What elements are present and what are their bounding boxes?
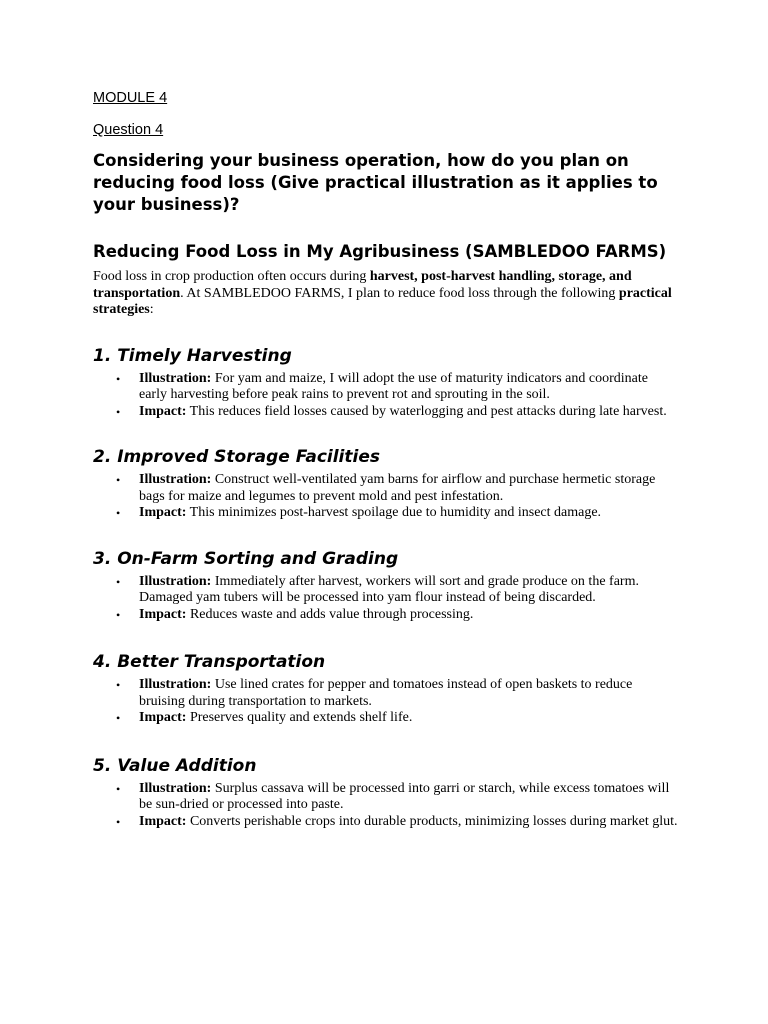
intro-text-1: Food loss in crop production often occurs during <box>93 269 370 284</box>
illustration-text: Surplus cassava will be processed into garri or starch, while excess tomatoes will be sun-dried or processed into paste. <box>139 780 670 812</box>
illustration-label: Illustration: <box>139 573 212 589</box>
impact-item <box>116 710 678 727</box>
intro-text-2: . At SAMBLEDOO FARMS, I plan to reduce food loss through the following <box>180 285 619 301</box>
illustration-label: Illustration: <box>139 370 212 386</box>
illustration-text: Immediately after harvest, workers will sort and grade produce on the farm. Damaged yam tubers will be processed into yam flour instead of being discarded. <box>139 573 639 605</box>
strategy-value-addition <box>93 755 678 831</box>
impact-item <box>116 606 678 624</box>
illustration-item <box>116 472 678 505</box>
bullet-icon: • <box>116 781 121 796</box>
strategy-title: 4. Better Transportation <box>93 652 326 672</box>
bullet-icon: • <box>116 607 121 622</box>
strategy-sorting-grading <box>93 548 678 624</box>
illustration-text: Construct well-ventilated yam barns for airflow and purchase hermetic storage bags for maize and legumes to prevent mold and pest infestation. <box>139 472 656 504</box>
impact-label: Impact: <box>139 813 187 829</box>
strategy-bullet-list <box>93 574 678 624</box>
bullet-icon: • <box>116 678 121 692</box>
impact-text: Converts perishable crops into durable products, minimizing losses during market glut. <box>186 813 678 829</box>
impact-label: Impact: <box>139 403 187 419</box>
intro-bold-1: harvest, post-harvest handling, storage, and transportation <box>93 269 632 301</box>
impact-text: This minimizes post-harvest spoilage due to humidity and insect damage. <box>186 505 602 520</box>
impact-text: Preserves quality and extends shelf life. <box>186 710 413 725</box>
illustration-item <box>116 780 678 814</box>
bullet-icon: • <box>116 506 121 520</box>
strategy-title: 1. Timely Harvesting <box>93 345 292 366</box>
bullet-icon: • <box>116 404 121 419</box>
illustration-text: For yam and maize, I will adopt the use of maturity indicators and coordinate early harvesting before peak rains to prevent rot and sprouting in the soil. <box>139 370 648 402</box>
strategy-improved-storage <box>93 446 678 522</box>
bullet-icon: • <box>116 711 121 725</box>
document-content <box>93 88 678 830</box>
question-label: Question 4 <box>93 122 164 138</box>
illustration-item <box>116 370 678 404</box>
module-label: MODULE 4 <box>93 90 168 106</box>
impact-item <box>116 813 678 831</box>
impact-label: Impact: <box>139 710 187 725</box>
illustration-label: Illustration: <box>139 780 212 796</box>
impact-text: Reduces waste and adds value through processing. <box>186 606 474 622</box>
impact-label: Impact: <box>139 505 187 520</box>
bullet-icon: • <box>116 473 121 487</box>
question-text: Considering your business operation, how do you plan on reducing food loss (Give practical illustration as it applies to your business)? <box>93 151 658 214</box>
bullet-icon: • <box>116 574 121 589</box>
strategy-timely-harvesting <box>93 345 678 421</box>
intro-bold-2: practical strategies <box>93 285 672 317</box>
section-title: Reducing Food Loss in My Agribusiness (SAMBLEDOO FARMS) <box>93 242 667 261</box>
strategy-title: 3. On-Farm Sorting and Grading <box>93 548 399 569</box>
strategy-bullet-list <box>93 371 678 421</box>
strategy-title: 5. Value Addition <box>93 755 257 776</box>
strategy-bullet-list <box>93 781 678 831</box>
impact-text: This reduces field losses caused by waterlogging and pest attacks during late harvest. <box>186 403 667 419</box>
intro-paragraph <box>93 269 678 319</box>
illustration-label: Illustration: <box>139 677 212 692</box>
intro-text-3: : <box>149 302 154 317</box>
strategy-title: 2. Improved Storage Facilities <box>93 447 380 467</box>
illustration-text: Use lined crates for pepper and tomatoes instead of open baskets to reduce bruising during transportation to markets. <box>139 677 633 709</box>
strategy-bullet-list <box>93 472 678 522</box>
impact-item <box>116 505 678 522</box>
bullet-icon: • <box>116 814 121 829</box>
bullet-icon: • <box>116 371 121 386</box>
illustration-label: Illustration: <box>139 472 212 487</box>
illustration-item <box>116 573 678 607</box>
impact-item <box>116 403 678 421</box>
strategy-better-transportation <box>93 651 678 727</box>
strategy-bullet-list <box>93 677 678 727</box>
impact-label: Impact: <box>139 606 187 622</box>
illustration-item <box>116 677 678 710</box>
